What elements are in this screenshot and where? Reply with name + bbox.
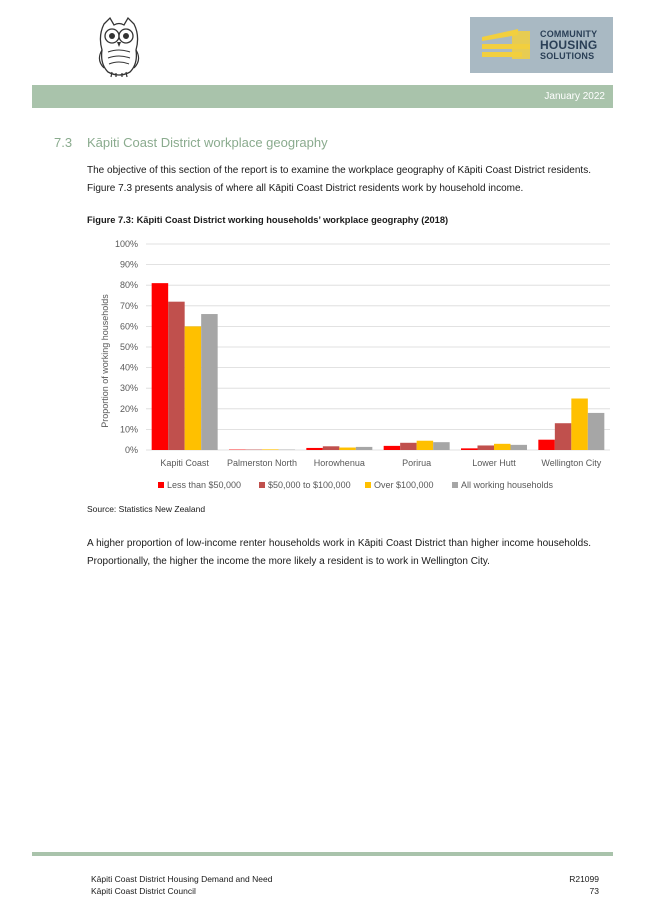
owl-logo-icon [94,14,144,78]
bar [306,448,323,450]
brand-logo [470,17,613,73]
footer-report-code: R21099 [569,874,599,884]
legend-swatch [158,482,164,488]
footer-page-number: 73 [589,886,599,896]
bar [555,423,572,450]
bar [339,448,356,450]
bar [262,449,279,450]
bar [201,314,218,450]
bar [538,440,555,450]
bar [168,302,185,450]
footer-council: Kāpiti Coast District Council [91,886,196,896]
footer-report-title: Kāpiti Coast District Housing Demand and Need [91,874,273,884]
workplace-bar-chart [96,236,616,498]
findings-paragraph: A higher proportion of low-income renter households work in Kāpiti Coast District than higher income households. Proportionally, the higher the income the more likely a resident is to work in Wellington City. [87,538,591,567]
y-tick-label: 50% [119,342,138,352]
x-tick-label: Lower Hutt [472,458,516,468]
y-tick-label: 90% [119,259,138,270]
y-tick-label: 30% [119,383,138,394]
section-heading [54,135,328,150]
figure-source: Source: Statistics New Zealand [87,504,206,514]
bar [461,448,478,450]
bar [417,441,434,450]
chart-y-ticks [115,239,138,455]
x-tick-label: Kapiti Coast [160,458,209,468]
brand-line1: COMMUNITY [540,29,598,39]
legend-label: Less than $50,000 [167,480,242,490]
y-tick-label: 70% [119,300,138,311]
brand-line2: HOUSING [540,38,598,52]
chart-legend [158,480,554,490]
chart-x-ticks [160,458,601,468]
legend-swatch [452,482,458,488]
header-date: January 2022 [544,91,605,102]
brand-line3: SOLUTIONS [540,51,595,61]
x-tick-label: Wellington City [541,458,602,468]
y-tick-label: 40% [119,362,138,373]
y-tick-label: 0% [124,445,138,455]
bar [588,413,605,450]
bar [323,446,340,450]
y-tick-label: 20% [119,403,138,414]
house-stripes-icon [478,27,532,63]
footer-band [32,852,613,856]
bar [494,444,511,450]
y-tick-label: 60% [119,321,138,332]
y-tick-label: 80% [119,280,138,291]
x-tick-label: Palmerston North [226,458,298,468]
legend-label: Over $100,000 [374,480,434,490]
section-title: Kāpiti Coast District workplace geography [87,135,328,150]
legend-swatch [365,482,371,488]
footer-left [91,873,272,897]
bar [384,446,401,450]
bar [571,399,588,451]
legend-label: All working households [461,480,554,490]
footer-right [569,873,599,897]
section-number: 7.3 [54,135,73,150]
bar [185,326,202,450]
intro-paragraph: The objective of this section of the report is to examine the workplace geography of Kāpiti Coast District residents. Figure 7.3 presents analysis of where all Kāpiti Coast District residents work by household income. [87,165,591,194]
chart-y-label: Proportion of working households [100,294,110,428]
legend-swatch [259,482,265,488]
chart-bars [152,283,605,450]
header-band [32,85,613,108]
x-tick-label: Horowhenua [313,458,365,468]
x-tick-label: Porirua [402,458,432,468]
bar [433,442,450,450]
bar [356,447,373,450]
y-tick-label: 10% [119,424,138,435]
bar [511,445,528,450]
figure-caption: Figure 7.3: Kāpiti Coast District working households’ workplace geography (2018) [87,215,449,225]
bar [400,443,417,450]
bar [152,283,169,450]
y-tick-label: 100% [114,239,138,249]
legend-label: $50,000 to $100,000 [268,480,351,490]
bar [478,445,495,450]
